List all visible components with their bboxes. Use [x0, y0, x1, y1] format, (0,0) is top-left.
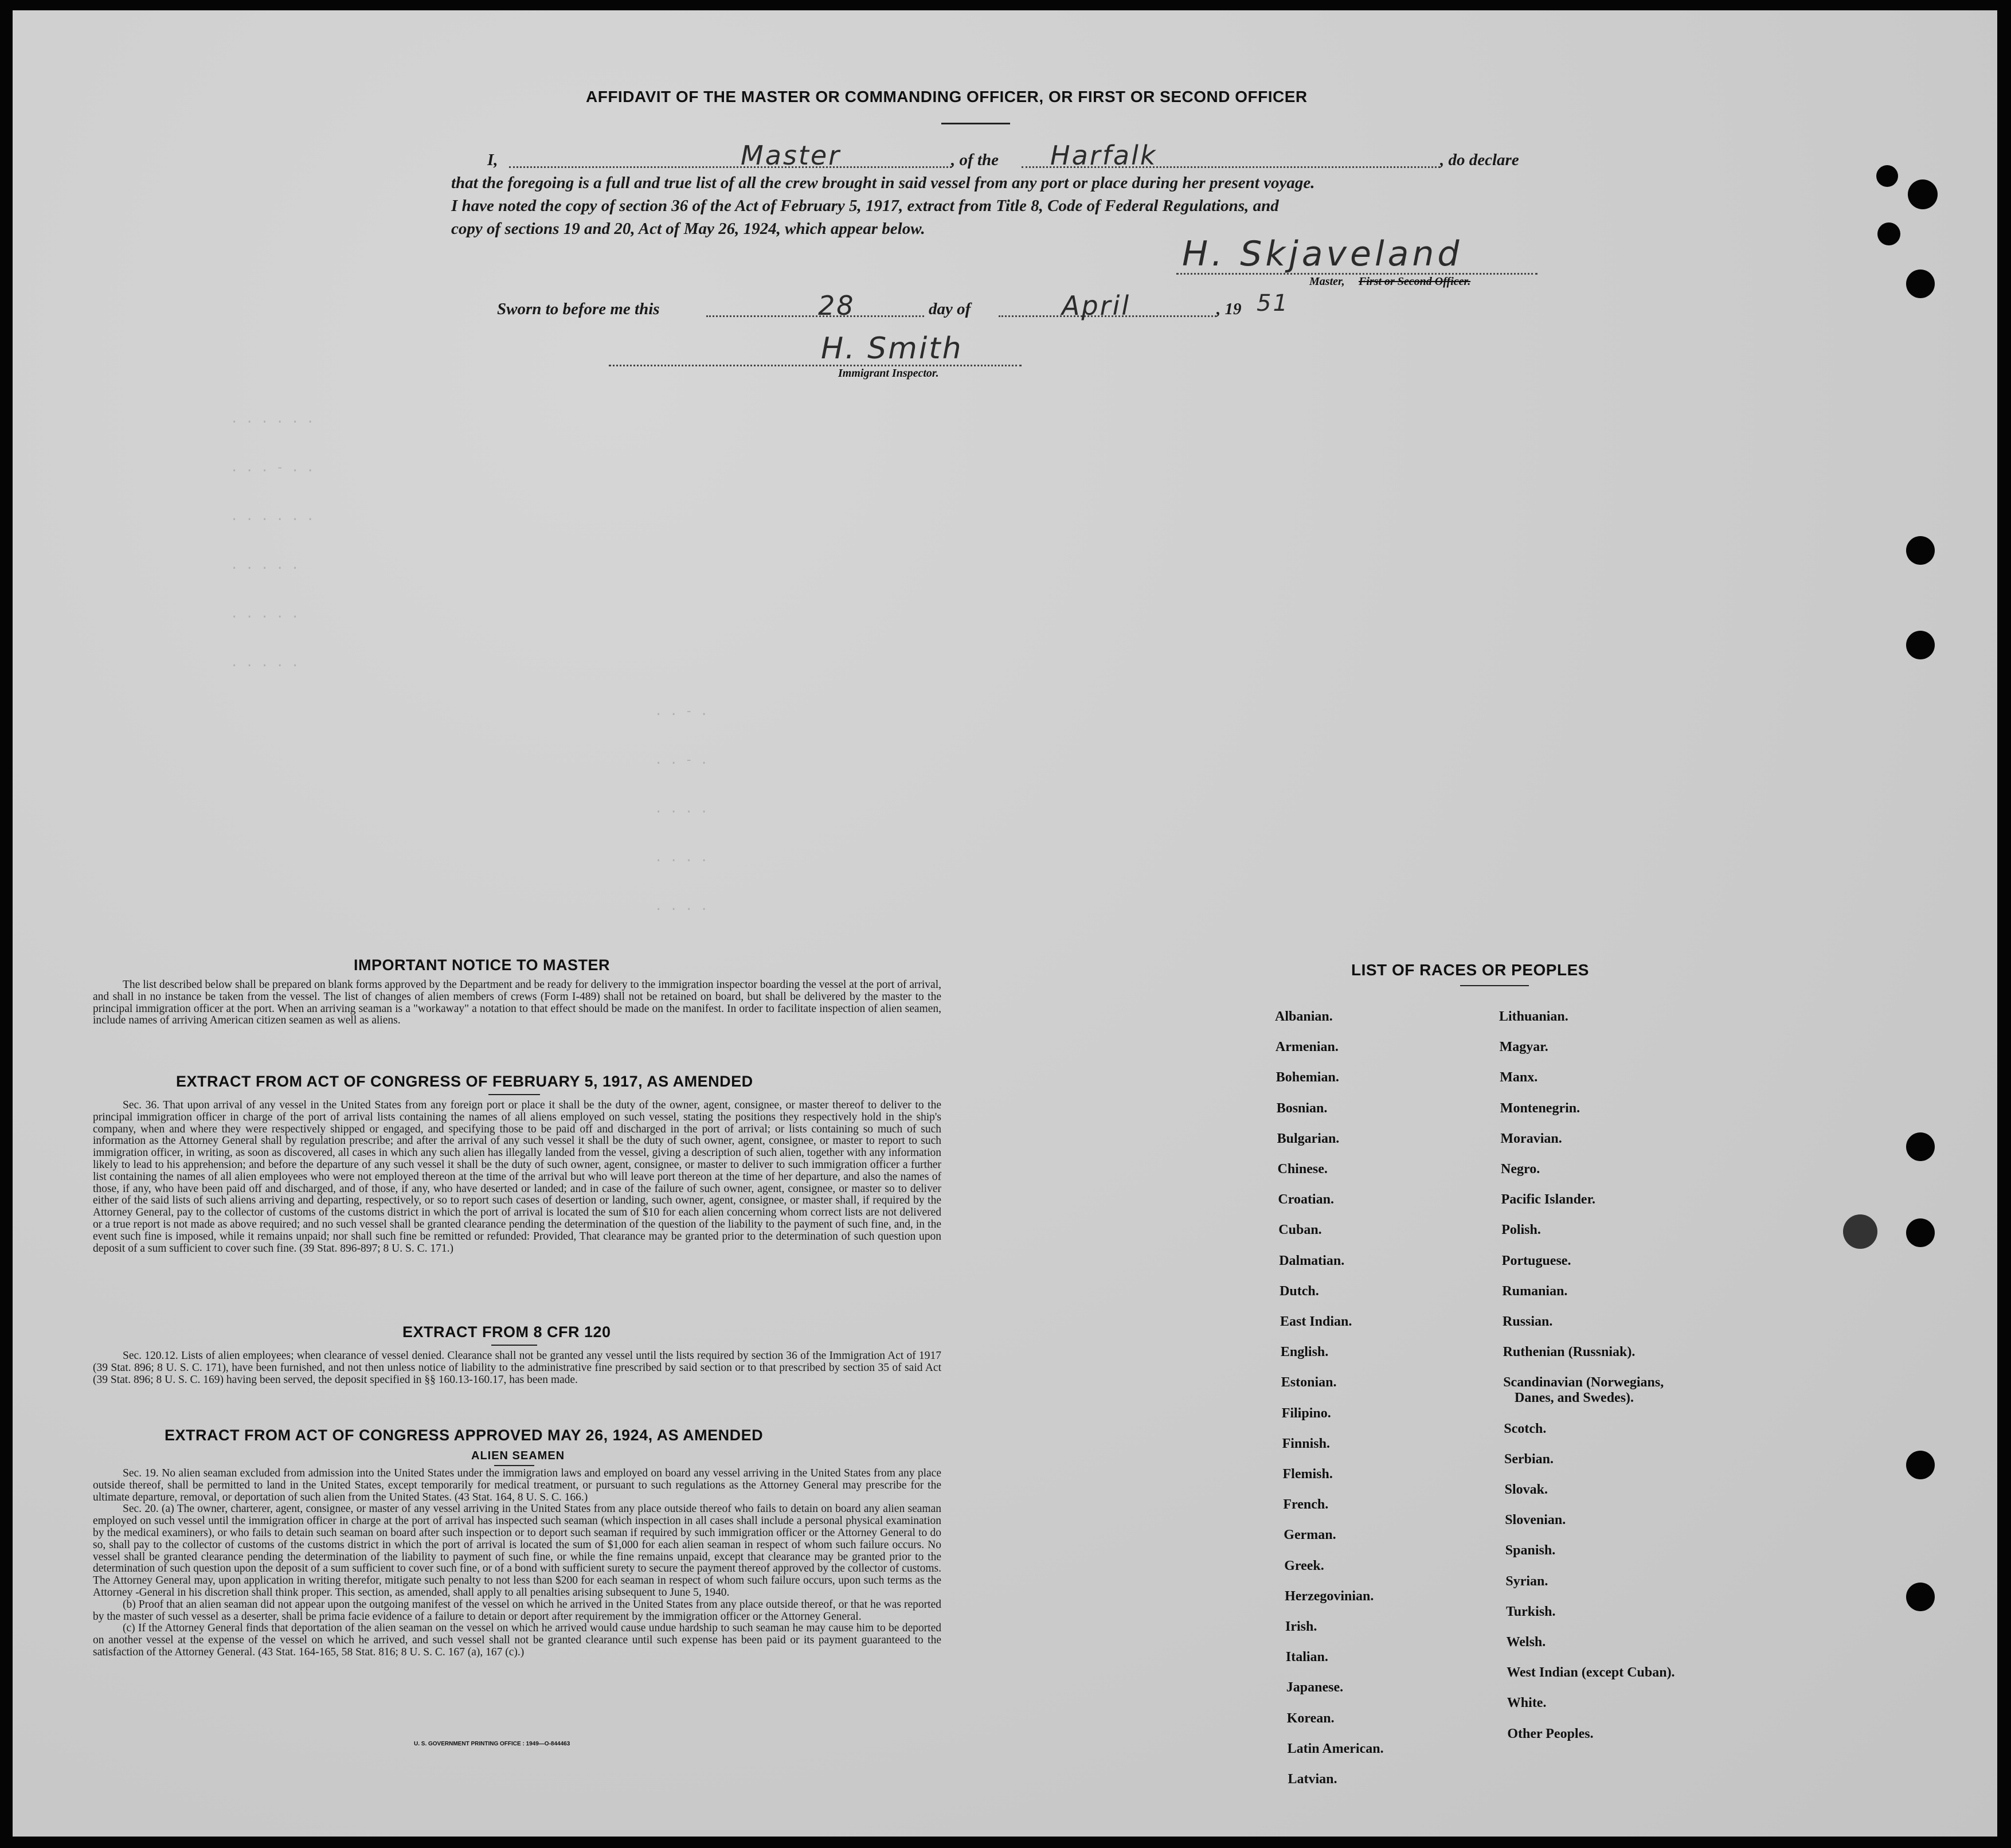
- race-item: Syrian.: [1505, 1573, 1548, 1589]
- sworn-year: 51: [1257, 290, 1289, 317]
- race-item: Cuban.: [1278, 1222, 1322, 1238]
- race-item: Japanese.: [1286, 1680, 1344, 1695]
- stain-mark: [1843, 1214, 1877, 1249]
- race-item: Italian.: [1285, 1650, 1328, 1665]
- race-item: East Indian.: [1280, 1314, 1352, 1329]
- do-declare-label: , do declare: [1440, 151, 1519, 169]
- punch-hole: [1906, 269, 1935, 298]
- punch-hole: [1877, 222, 1900, 245]
- race-item: Russian.: [1503, 1314, 1553, 1329]
- bleed-through-row: . . . . . .: [230, 509, 314, 523]
- inspector-signature: H. Smith: [821, 331, 963, 366]
- affidavit-title: AFFIDAVIT OF THE MASTER OR COMMANDING OFFICER, OR FIRST OR SECOND OFFICER: [586, 88, 1308, 106]
- sworn-prefix: Sworn to before me this: [497, 300, 660, 318]
- race-item: Slovak.: [1504, 1482, 1548, 1497]
- race-item: Finnish.: [1282, 1436, 1330, 1451]
- extract-cfr-title: EXTRACT FROM 8 CFR 120: [402, 1323, 611, 1341]
- race-item: Filipino.: [1281, 1405, 1331, 1421]
- vessel-handwritten: Harfalk: [1050, 140, 1157, 171]
- sworn-day-line: [706, 315, 924, 317]
- notice-title: IMPORTANT NOTICE TO MASTER: [354, 956, 610, 974]
- race-item: Dalmatian.: [1279, 1253, 1345, 1268]
- bleed-through-row: . . . .: [655, 802, 708, 816]
- sworn-month: April: [1062, 290, 1131, 321]
- sworn-day: 28: [818, 290, 855, 321]
- race-item: Pacific Islander.: [1501, 1192, 1596, 1208]
- document-page: [13, 10, 1997, 1837]
- race-item: German.: [1284, 1527, 1336, 1543]
- bleed-through-row: . . - .: [655, 704, 708, 718]
- race-item: Manx.: [1500, 1070, 1538, 1085]
- extract-1924-sec20b: (b) Proof that an alien seaman did not appear upon the outgoing manifest of the vessel on which he arrived in the United States from any place outside thereof, or that he was reported by the master of such vessel as a deserter, shall be prima facie evidence of a failure to detain or deport after requirement by the immigration officer or the Attorney General.: [93, 1598, 941, 1623]
- race-item: Ruthenian (Russniak).: [1503, 1345, 1636, 1360]
- inspector-label: Immigrant Inspector.: [838, 367, 939, 380]
- race-item: Danes, and Swedes).: [1515, 1390, 1634, 1406]
- rank-handwritten: Master: [741, 140, 842, 171]
- signature-line: [1176, 273, 1537, 275]
- race-item: Welsh.: [1506, 1635, 1546, 1650]
- race-item: Croatian.: [1278, 1192, 1334, 1208]
- race-item: Greek.: [1284, 1558, 1324, 1573]
- race-item: Bosnian.: [1276, 1100, 1328, 1116]
- punch-hole: [1906, 1451, 1935, 1479]
- bleed-through-row: . . . . .: [230, 558, 299, 572]
- race-item: Irish.: [1285, 1619, 1317, 1634]
- race-item: Estonian.: [1281, 1375, 1337, 1390]
- bleed-through-row: . . . - . .: [230, 460, 314, 475]
- extract-cfr-text: [93, 1350, 941, 1386]
- bleed-through-row: . . . . . .: [230, 412, 314, 426]
- race-item: French.: [1283, 1497, 1329, 1513]
- notice-paragraph: The list described below shall be prepared on blank forms approved by the Department and be ready for delivery to the immigration inspector boarding the vessel at the port of arrival, and shall in no instance be taken from the vessel. The list of changes of alien members of crews (Form I-489) shall not be retained on board, but shall be delivered by the master to the principal immigration officer at the port. When an arriving seaman is a "workaway" a notation to that effect should be made on the manifest. In order to facilitate inspection of alien seamen, include names of arriving American citizen seamen as well as aliens.: [93, 979, 941, 1027]
- race-item: Portuguese.: [1501, 1253, 1571, 1268]
- race-item: Korean.: [1286, 1710, 1335, 1726]
- signature-label-master: Master,: [1309, 275, 1345, 288]
- of-the-label: , of the: [951, 151, 999, 169]
- race-item: Spanish.: [1505, 1543, 1556, 1558]
- punch-hole: [1906, 536, 1935, 565]
- extract-1924-title: EXTRACT FROM ACT OF CONGRESS APPROVED MAY 26, 1924, AS AMENDED: [165, 1427, 764, 1444]
- declaration-line-3: I have noted the copy of section 36 of the Act of February 5, 1917, extract from Title 8, Code of Federal Regulations, and: [451, 197, 1279, 215]
- punch-hole: [1906, 1132, 1935, 1161]
- extract-1917-paragraph: Sec. 36. That upon arrival of any vessel in the United States from any foreign port or place it shall be the duty of the owner, agent, consignee, or master thereof to deliver to the principal immigration officer in charge of the port of arrival lists containing the names of all aliens employed on such vessel, stating the positions they respectively hold in the ship's company, when and where they were respectively shipped or engaged, and specifying those to be paid off and discharged in the port of arrival; or lists containing so much of such information as the Attorney General shall by regulation prescribe; and after the arrival of any such vessel it shall be the duty of such owner, agent, consignee, or master to report to such immigration officer, in writing, as soon as discovered, all cases in which any such alien has illegally landed from the vessel, giving a description of such alien, together with any information likely to lead to his apprehension; and before the departure of any such vessel it shall be the duty of such owner, agent, consignee, or master to deliver to such immigration officer a further list containing the names of all alien employees who were not employed thereon at the time of the arrival but who will leave port thereon at the time of her departure, and also the names of those, if any, who have been paid off and discharged, and of those, if any, who have deserted or landed; and in case of the failure of such owner, agent, consignee, or master so to deliver either of the said lists of such aliens arriving and departing, respectively, or so to report such cases of desertion or landing, such owner, agent, consignee, or master shall, if required by the Attorney General, pay to the collector of customs of the customs district in which the port of arrival is located the sum of $10 for each alien concerning whom correct lists are not delivered or a true report is not made as above required; and no such vessel shall be granted clearance pending the determination of the question of the liability to the payment of such fine, and, in the event such fine is imposed, while it remains unpaid; nor shall such fine be remitted or refunded: Provided, That clearance may be granted prior to the determination of such question upon deposit of a sum sufficient to cover such fine. (39 Stat. 896-897; 8 U. S. C. 171.): [93, 1099, 941, 1255]
- declaration-i: I,: [487, 151, 498, 169]
- master-signature: H. Skjaveland: [1182, 234, 1463, 274]
- extract-1924-sec20c: (c) If the Attorney General finds that deportation of the alien seaman on the vessel on which he arrived would cause undue hardship to such seaman he may cause him to be deported on another vessel at the expense of the vessel on which he arrived, and such vessel shall not be granted clearance until such expense has been paid or its payment guaranteed to the satisfaction of the Attorney General. (43 Stat. 164-165, 58 Stat. 816; 8 U. S. C. 167 (a), 167 (c).): [93, 1622, 941, 1658]
- extract-1917-title: EXTRACT FROM ACT OF CONGRESS OF FEBRUARY 5, 1917, AS AMENDED: [176, 1073, 753, 1090]
- race-item: Slovenian.: [1505, 1513, 1566, 1528]
- race-item: Latvian.: [1288, 1772, 1337, 1787]
- extract-1924-subtitle: ALIEN SEAMEN: [471, 1450, 565, 1462]
- bleed-through-row: . . . . .: [230, 655, 299, 670]
- race-item: Negro.: [1501, 1162, 1540, 1177]
- bleed-through-row: . . . . .: [230, 607, 299, 621]
- punch-hole: [1906, 1218, 1935, 1247]
- race-item: Scandinavian (Norwegians,: [1503, 1375, 1664, 1390]
- title-rule: [941, 123, 1010, 124]
- bleed-through-row: . . . .: [655, 850, 708, 865]
- races-title: LIST OF RACES OR PEOPLES: [1351, 961, 1589, 979]
- declaration-line-4: copy of sections 19 and 20, Act of May 26, 1924, which appear below.: [451, 220, 925, 238]
- punch-hole: [1906, 631, 1935, 659]
- sworn-year-prefix: , 19: [1216, 300, 1242, 318]
- race-item: Herzegovinian.: [1285, 1588, 1374, 1604]
- race-item: Other Peoples.: [1507, 1726, 1594, 1741]
- extract-cfr-paragraph: Sec. 120.12. Lists of alien employees; when clearance of vessel denied. Clearance shall not be granted any vessel until the lists required by section 36 of the Immigration Act of 1917 (39 Stat. 896; 8 U. S. C. 171), have been furnished, and not then unless notice of liability to the administrative fine prescribed by said section or to that prescribed by section 35 of said Act (39 Stat. 896; 8 U. S. C. 169) having been served, the deposit specified in §§ 160.13-160.17, has been made.: [93, 1350, 941, 1386]
- punch-hole: [1908, 179, 1938, 209]
- extract-1917-text: [93, 1100, 941, 1255]
- race-item: Montenegrin.: [1500, 1100, 1580, 1116]
- sworn-day-of: day of: [929, 300, 971, 318]
- notice-text: [93, 979, 941, 1027]
- race-item: Rumanian.: [1502, 1283, 1568, 1299]
- extract-cfr-rule: [491, 1345, 537, 1346]
- race-item: White.: [1507, 1695, 1547, 1711]
- gpo-imprint: U. S. GOVERNMENT PRINTING OFFICE : 1949—O-844463: [414, 1741, 570, 1747]
- race-item: Albanian.: [1275, 1009, 1333, 1024]
- extract-1924-sec19: Sec. 19. No alien seaman excluded from admission into the United States under the immigration laws and employed on board any vessel arriving in the United States from any place outside thereof, shall be permitted to land in the United States, except temporarily for medical treatment, or pursuant to such regulations as the Attorney General may prescribe for the ultimate departure, removal, or deportation of such alien from the United States. (43 Stat. 164, 8 U. S. C. 166.): [93, 1467, 941, 1503]
- race-item: West Indian (except Cuban).: [1507, 1665, 1675, 1681]
- signature-label-officer: First or Second Officer.: [1359, 275, 1471, 288]
- extract-1924-text: [93, 1468, 941, 1659]
- race-item: Chinese.: [1277, 1162, 1328, 1177]
- declaration-line-2: that the foregoing is a full and true list of all the crew brought in said vessel from any port or place during her present voyage.: [451, 174, 1315, 192]
- race-item: Dutch.: [1280, 1283, 1319, 1299]
- punch-hole: [1906, 1583, 1935, 1611]
- extract-1924-rule: [494, 1465, 534, 1466]
- race-item: Lithuanian.: [1499, 1009, 1568, 1024]
- race-item: Latin American.: [1287, 1741, 1384, 1756]
- inspector-line: [609, 365, 1022, 366]
- race-item: Armenian.: [1275, 1040, 1339, 1055]
- extract-1924-sec20a: Sec. 20. (a) The owner, charterer, agent, consignee, or master of any vessel arriving in the United States from any place outside thereof who fails to detain on board any alien seaman employed on such vessel until the immigration officer in charge at the port of arrival has inspected such seaman (which inspection in all cases shall include a personal physical examination by the medical examiners), or who fails to detain such seaman on board after such inspection or to deport such seaman if required by such immigration officer or the Attorney General to do so, shall pay to the collector of customs of the customs district in which the port of arrival is located the sum of $1,000 for each alien seaman in respect of whom such failure occurs. No vessel shall be granted clearance pending the determination of the liability to payment of such fine, or while the fine remains unpaid, except that clearance may be granted prior to the determination of such question upon the deposit of a sum sufficient to cover such fine, or of a bond with sufficient surety to secure the payment thereof approved by the collector of customs. The Attorney General may, upon application in writing therefor, mitigate such penalty to not less than $200 for each seaman in respect of whom such failure occurs, upon such terms as the Attorney -General in his discretion shall think proper. This section, as amended, shall apply to all penalties arising subsequent to June 5, 1940.: [93, 1503, 941, 1599]
- race-item: Scotch.: [1504, 1421, 1547, 1436]
- races-rule: [1460, 985, 1529, 986]
- race-item: Polish.: [1501, 1222, 1541, 1238]
- race-item: Moravian.: [1500, 1131, 1562, 1146]
- bleed-through-row: . . - .: [655, 753, 708, 767]
- race-item: Turkish.: [1506, 1604, 1556, 1619]
- race-item: Bohemian.: [1276, 1070, 1339, 1085]
- race-item: Serbian.: [1504, 1451, 1554, 1467]
- race-item: Bulgarian.: [1277, 1131, 1340, 1146]
- race-item: Magyar.: [1499, 1040, 1548, 1055]
- punch-hole: [1876, 165, 1898, 187]
- extract-1917-rule: [488, 1094, 540, 1095]
- rank-line: [509, 166, 952, 168]
- race-item: English.: [1280, 1345, 1329, 1360]
- bleed-through-row: . . . .: [655, 899, 708, 913]
- race-item: Flemish.: [1282, 1467, 1333, 1482]
